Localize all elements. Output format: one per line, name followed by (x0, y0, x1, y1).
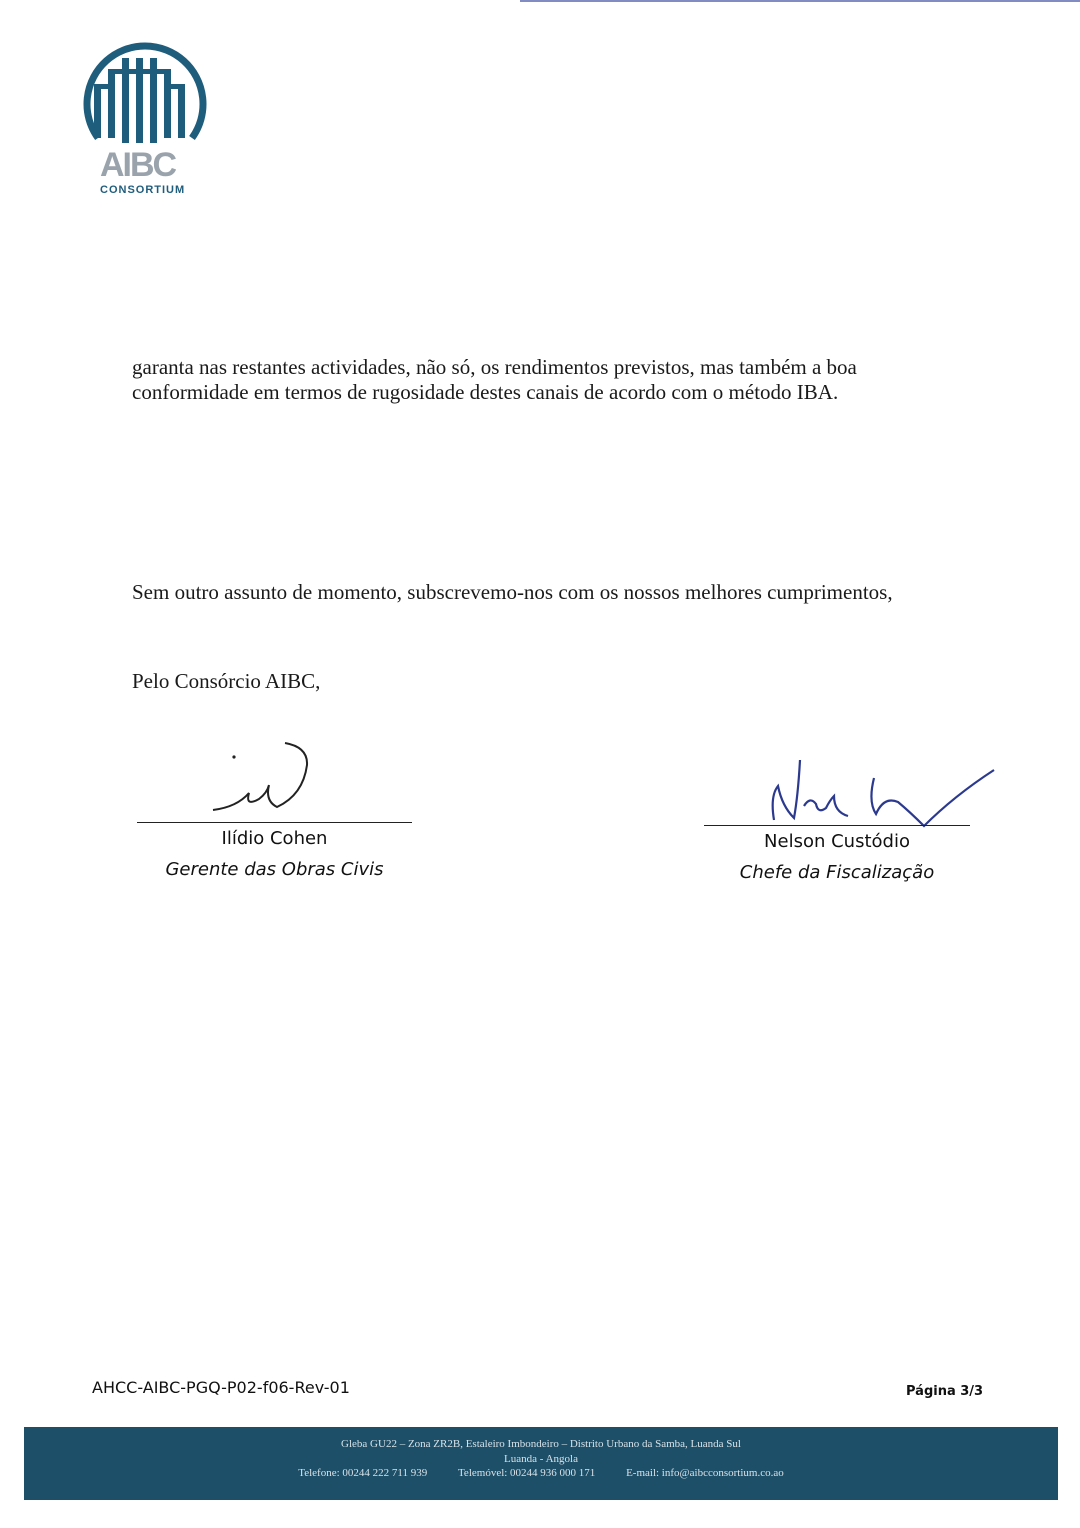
signature-line-right (704, 825, 970, 826)
signatory-role-right: Chefe da Fiscalização (739, 862, 935, 883)
building-icon (80, 28, 210, 153)
footer-address: Gleba GU22 – Zona ZR2B, Estaleiro Imbondeiro – Distrito Urbano da Samba, Luanda Sul (341, 1438, 741, 1450)
document-code: AHCC-AIBC-PGQ-P02-f06-Rev-01 (92, 1378, 350, 1397)
logo-wordmark: AIBC (100, 146, 176, 184)
signoff-line: Pelo Consórcio AIBC, (132, 669, 321, 693)
body-paragraph: garanta nas restantes actividades, não só, os rendimentos previstos, mas também a boa conformidade em termos de rugosidade destes canais de acordo com o método IBA. (132, 355, 857, 404)
footer-contacts (24, 1467, 1058, 1479)
closing-sentence: Sem outro assunto de momento, subscrevemo-nos com os nossos melhores cumprimentos, (132, 580, 893, 604)
signatory-name-right: Nelson Custódio (764, 831, 910, 852)
signatory-name-left: Ilídio Cohen (221, 828, 328, 849)
page-number: Página 3/3 (906, 1384, 984, 1399)
signature-mark-left (207, 735, 347, 820)
footer-mobile: Telemóvel: 00244 936 000 171 (457, 1467, 596, 1479)
top-edge-line (520, 0, 1080, 2)
footer-bar (24, 1427, 1058, 1500)
footer-city: Luanda - Angola (504, 1453, 578, 1465)
footer-email: E-mail: info@aibcconsortium.co.ao (626, 1467, 784, 1479)
company-logo (80, 28, 210, 203)
footer-phone: Telefone: 00244 222 711 939 (298, 1467, 428, 1479)
signatory-role-left: Gerente das Obras Civis (165, 859, 384, 880)
logo-subtitle: CONSORTIUM (100, 184, 186, 196)
signature-line-left (137, 822, 412, 823)
